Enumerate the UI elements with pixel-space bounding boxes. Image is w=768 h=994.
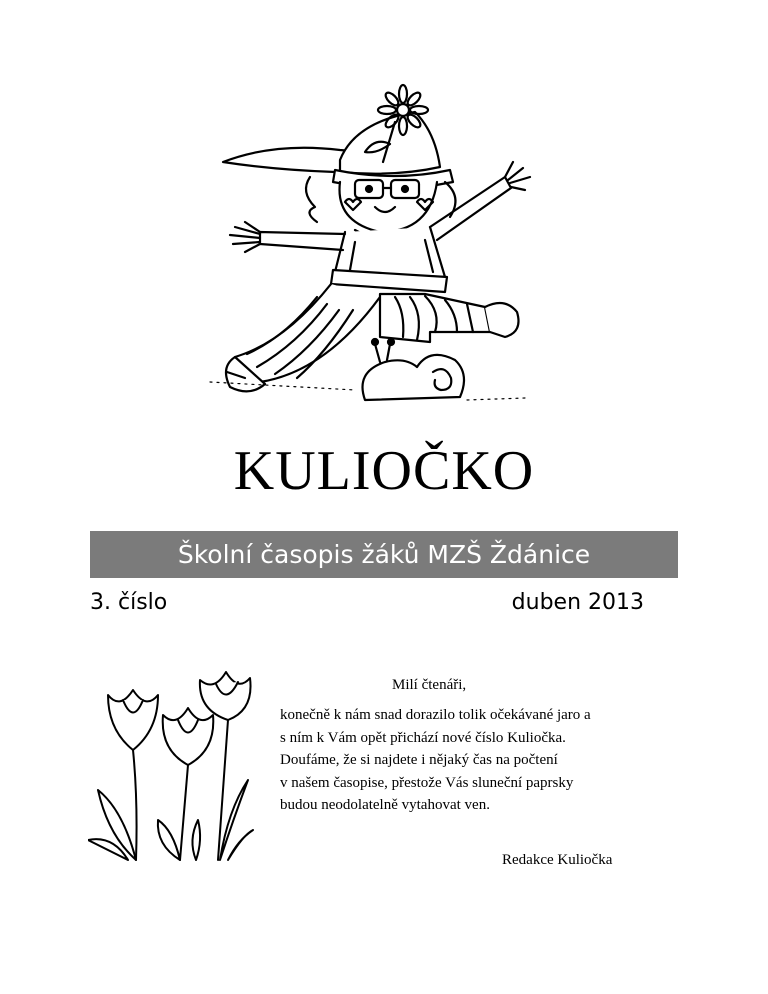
letter-line: Doufáme, že si najdete i nějaký čas na počtení [280, 752, 558, 768]
issue-date: duben 2013 [511, 590, 644, 615]
letter-line: budou neodolatelně vytahovat ven. [280, 797, 490, 813]
tulips-illustration [88, 670, 260, 865]
letter-signature: Redakce Kuliočka [502, 852, 613, 868]
editorial-letter [280, 704, 680, 817]
magazine-subtitle-banner: Školní časopis žáků MZŠ Ždánice [90, 531, 678, 578]
scarecrow-illustration [205, 82, 540, 412]
letter-line: v našem časopise, přestože Vás sluneční paprsky [280, 774, 574, 791]
issue-number: 3. číslo [90, 590, 168, 615]
letter-line: konečně k nám snad dorazilo tolik očekávané jaro a [280, 707, 591, 723]
magazine-title: KULIOČKO [233, 440, 535, 502]
letter-line: s ním k Vám opět přichází nové číslo Kuliočka. [280, 729, 566, 746]
letter-greeting: Milí čtenáři, [392, 677, 467, 693]
